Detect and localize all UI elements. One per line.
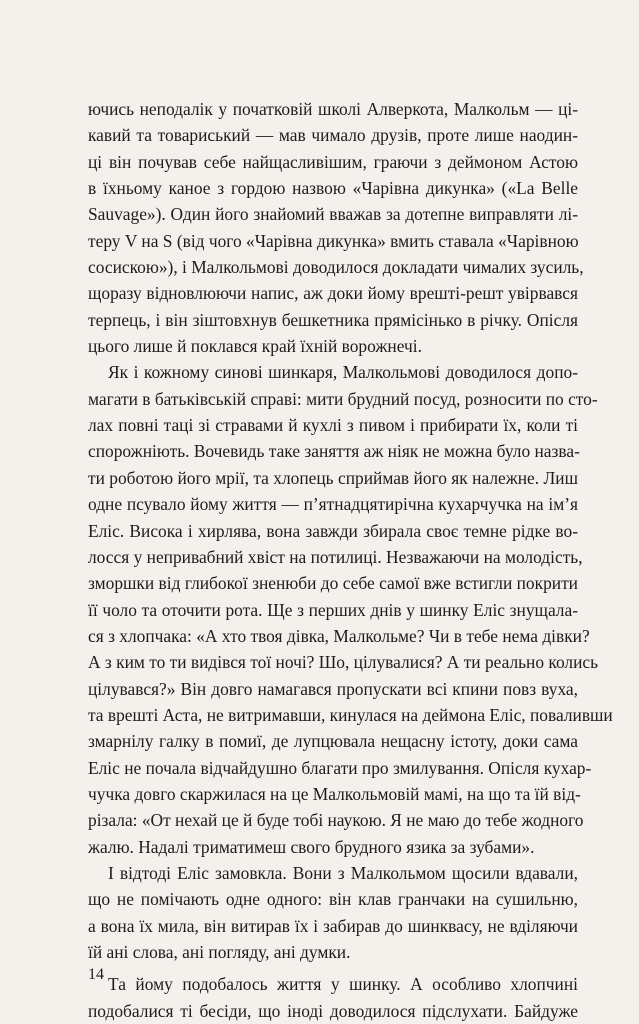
text-line: терпець, і він зіштовхнув бешкетника прямісінько в річку. Опісля xyxy=(88,309,578,330)
body-text xyxy=(88,96,613,1024)
page-number: 14 xyxy=(88,966,104,983)
text-line: лах повні таці зі стравами й кухлі з пивом і прибирати їх, коли ті xyxy=(88,415,578,436)
text-line: спорожніють. Вочевидь таке заняття аж ніяк не можна було назва- xyxy=(88,441,580,462)
text-line: Як і кожному синові шинкаря, Малкольмові доводилося допо- xyxy=(108,362,578,383)
text-line: кавий та товариський — мав чимало друзів, проте лише наодин- xyxy=(88,125,578,146)
text-line: подобалися ті бесіди, що іноді доводилося підслухати. Байдуже xyxy=(88,1000,578,1021)
text-line: щоразу відновлюючи напис, аж доки йому врешті-решт увірвався xyxy=(88,283,578,304)
text-line: ці він почував себе найщасливішим, граючи з деймоном Астою xyxy=(88,151,578,172)
text-line: ючись неподалік у початковій школі Алверкота, Малкольм — ці- xyxy=(88,99,578,119)
text-line: в їхньому каное з гордою назвою «Чарівна дикунка» («La Belle xyxy=(88,178,578,199)
text-line: цілувався?» Він довго намагався пропускати всі кпини повз вуха, xyxy=(88,678,578,699)
text-line: різала: «От нехай це й буде тобі наукою. Я не маю до тебе жодного xyxy=(88,810,584,831)
text-line: її чоло та оточити рота. Ще з перших днів у шинку Еліс знущала- xyxy=(88,599,578,620)
text-line: жалю. Надалі триматимеш свого брудного язика за зубами». xyxy=(88,836,535,857)
text-line: Еліс. Висока і хирлява, вона завжди збирала своє темне рідке во- xyxy=(88,520,578,541)
text-line: чучка довго скаржилася на це Малкольмовій мамі, на що та їй від- xyxy=(88,783,581,804)
text-line: ти роботою його мрії, та хлопець сприймав його як належне. Лиш xyxy=(88,467,578,488)
text-line: Та йому подобалось життя у шинку. А особливо хлопчині xyxy=(108,974,578,995)
text-line: теру V на S (від чого «Чарівна дикунка» вмить ставала «Чарівною xyxy=(88,230,579,251)
text-line: а вона їх мила, він витирав їх і забирав до шинквасу, не вділяючи xyxy=(88,915,578,936)
text-line: зморшки від глибокої зненюби до себе самої вже встигли покрити xyxy=(88,573,578,594)
text-line: А з ким то ти видівся тої ночі? Шо, цілувалися? А ти реально колись xyxy=(88,652,599,673)
text-line: лосся у непривабний хвіст на потилиці. Незважаючи на молодість, xyxy=(88,546,583,567)
text-line: змарнілу галку в помиї, де лупцювала нещасну істоту, доки сама xyxy=(88,731,578,752)
text-line: Еліс не почала відчайдушно благати про змилування. Опісля кухар- xyxy=(88,757,592,778)
text-line: їй ані слова, ані погляду, ані думки. xyxy=(88,942,351,962)
text-line: ся з хлопчака: «А хто твоя дівка, Малкольме? Чи в тебе нема дівки? xyxy=(88,625,590,646)
text-line: магати в батьківській справі: мити брудний посуд, розносити по сто- xyxy=(88,388,598,409)
text-line: цього лише й поклався край їхній ворожнечі. xyxy=(88,336,422,357)
text-line: одне псувало йому життя — п’ятнадцятирічна кухарчучка на ім’я xyxy=(88,494,578,515)
text-line: та врешті Аста, не витримавши, кинулася на деймона Еліс, поваливши xyxy=(88,704,613,725)
text-line: Sauvage»). Один його знайомий вважав за дотепне виправляти лі- xyxy=(88,204,578,225)
text-line: І відтоді Еліс замовкла. Вони з Малкольмом щосили вдавали, xyxy=(108,862,578,883)
text-line: сосискою»), і Малкольмові доводилося докладати чималих зусиль, xyxy=(88,257,584,278)
text-line: що не помічають одне одного: він клав гранчаки на сушильню, xyxy=(88,889,578,910)
